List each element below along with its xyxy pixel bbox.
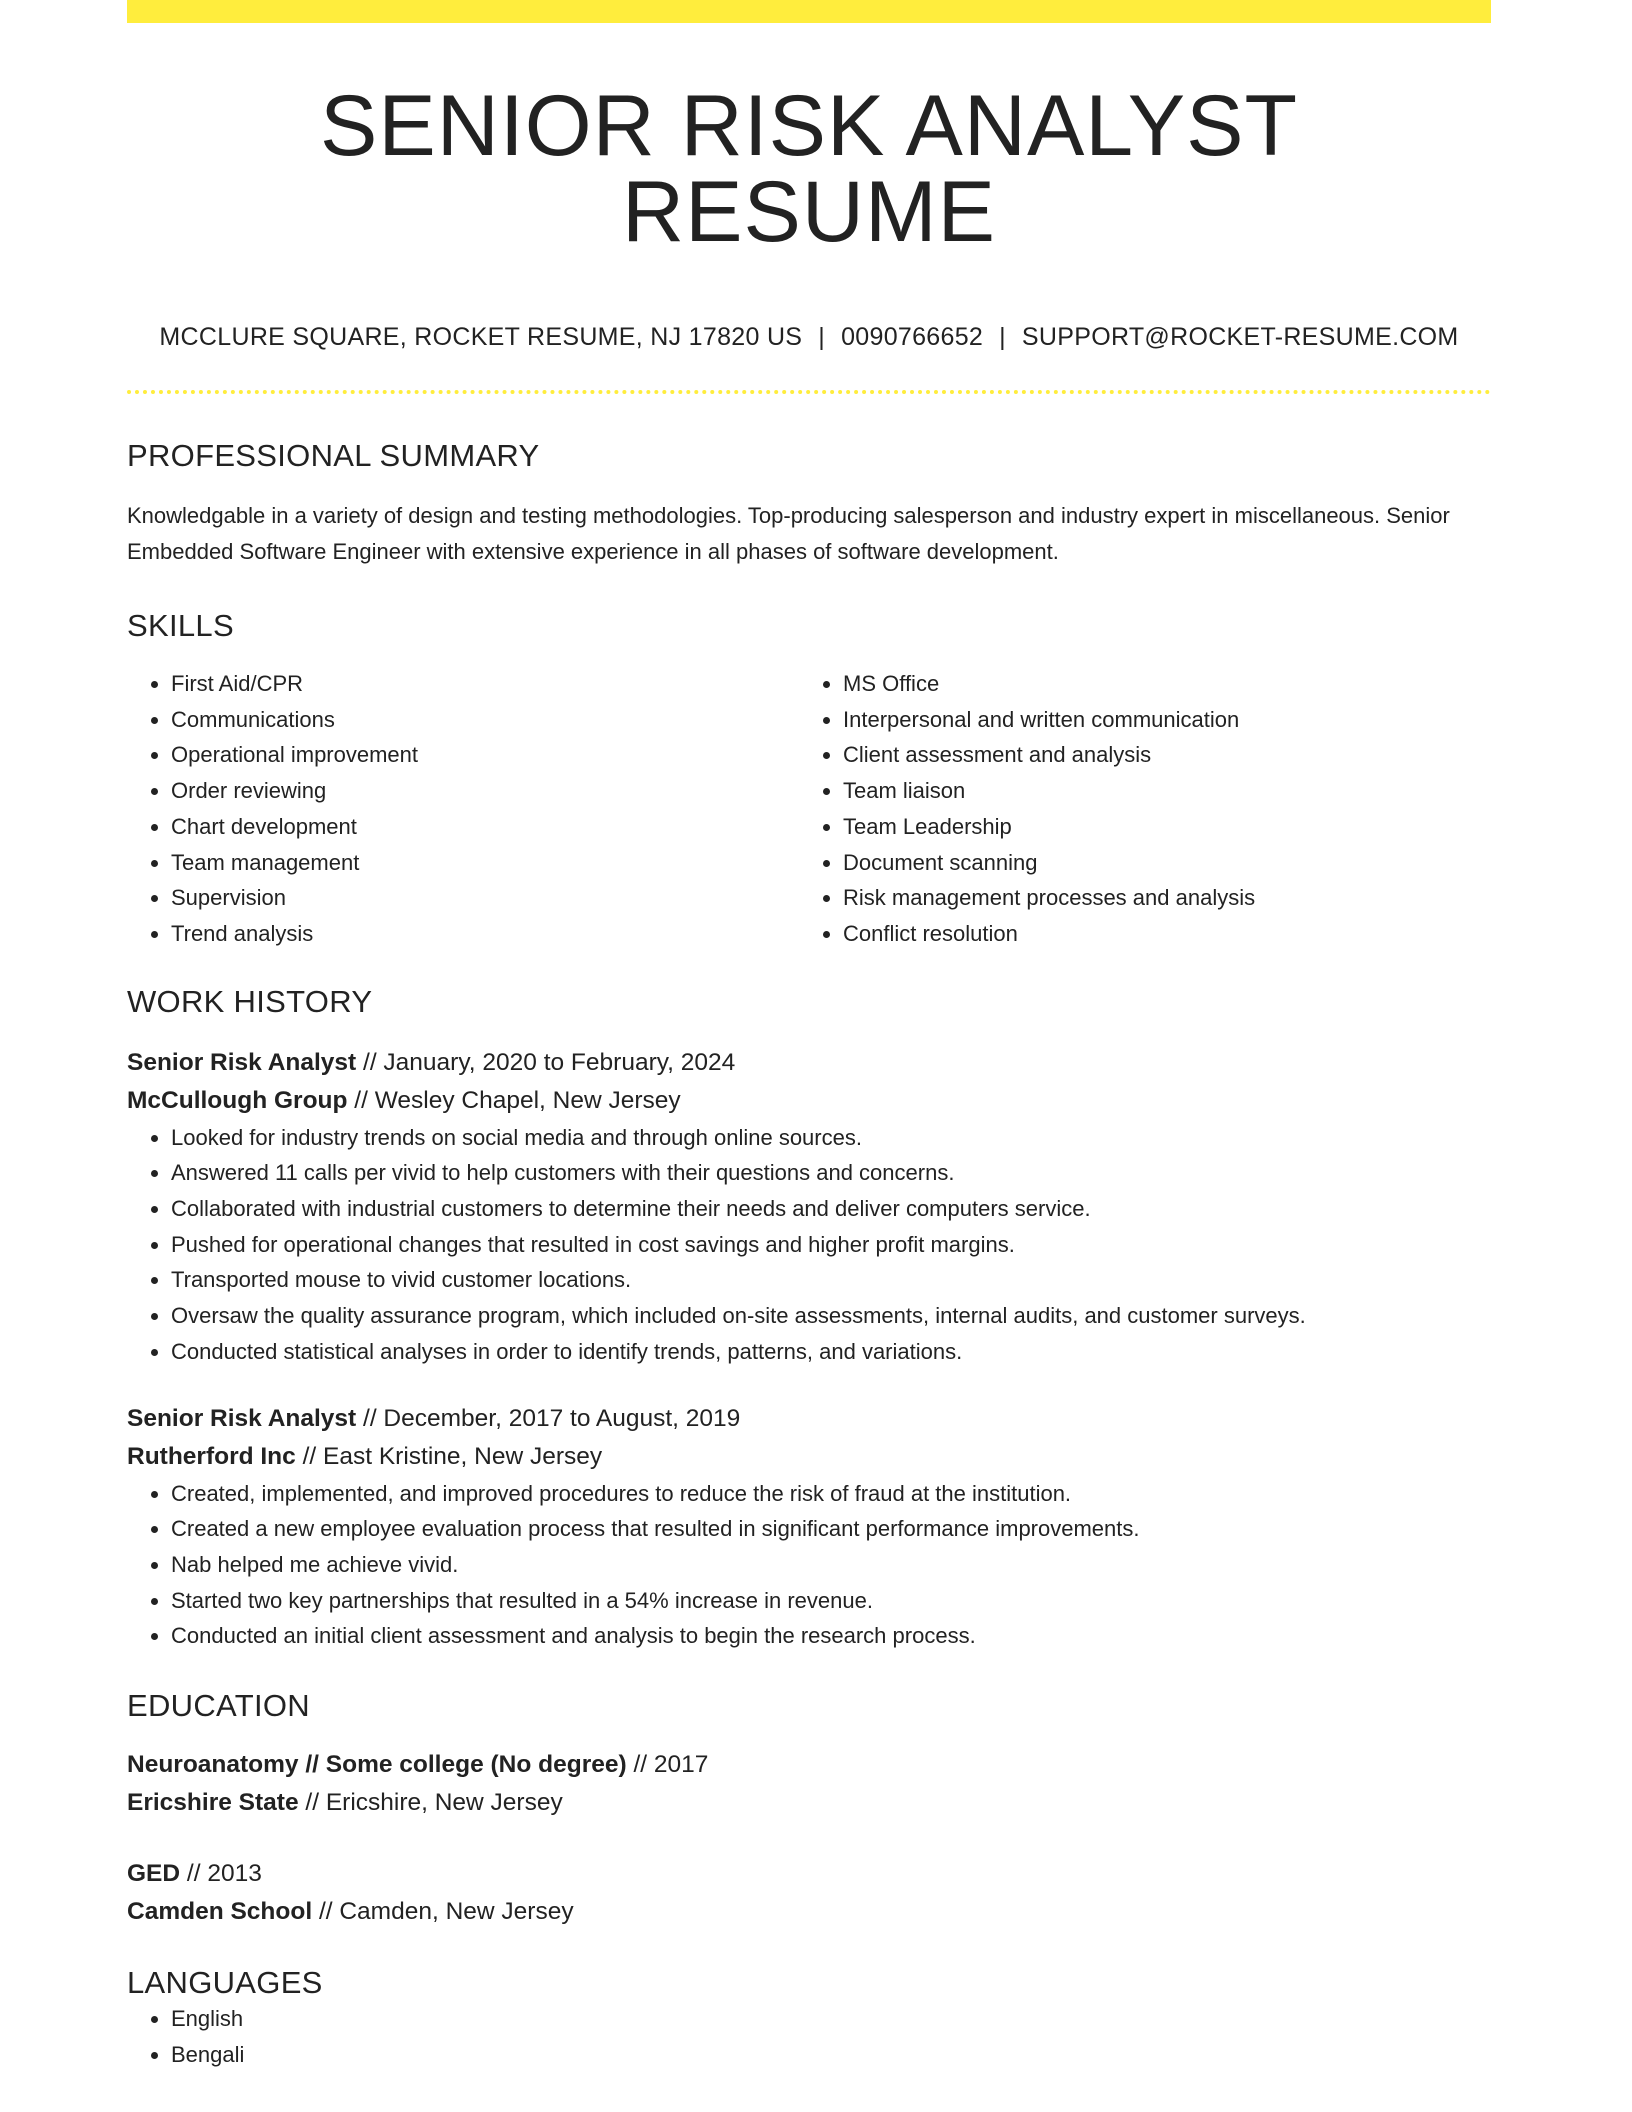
contact-separator: | [818,323,826,351]
education-location: // Ericshire, New Jersey [298,1789,563,1817]
skill-item: • Trend analysis [171,916,799,952]
job-bullet: • Nab helped me achieve vivid. [171,1547,1491,1583]
job-bullet: • Pushed for operational changes that resulted in cost savings and higher profit margins. [171,1227,1491,1263]
work-history-heading: WORK HISTORY [127,983,373,1019]
accent-top-bar [127,0,1491,23]
job-company: Rutherford Inc [127,1442,296,1470]
job-bullet: • Collaborated with industrial customers to determine their needs and deliver computers service. [171,1191,1491,1227]
education-entry [127,1746,1491,1822]
job-title: Senior Risk Analyst [127,1048,357,1076]
education-degree: GED [127,1860,181,1888]
job-bullet: • Oversaw the quality assurance program, which included on-site assessments, internal audits, and customer surveys. [171,1298,1491,1334]
job-bullet: • Created, implemented, and improved procedures to reduce the risk of fraud at the institution. [171,1476,1491,1512]
contact-line [127,323,1491,352]
job-dates: // January, 2020 to February, 2024 [356,1048,736,1076]
skills-left-list [127,666,799,952]
skill-item: • First Aid/CPR [171,666,799,702]
job-company: McCullough Group [127,1086,348,1114]
job-title: Senior Risk Analyst [127,1404,357,1432]
skill-item: • MS Office [843,666,1471,702]
job-bullet: • Created a new employee evaluation process that resulted in significant performance improvements. [171,1511,1491,1547]
skill-item: • Team management [171,845,799,881]
job-bullet: • Conducted an initial client assessment and analysis to begin the research process. [171,1618,1491,1654]
job-company-line [127,1438,1491,1476]
job-location: // East Kristine, New Jersey [295,1442,603,1470]
education-degree-line [127,1746,1491,1784]
languages-heading: LANGUAGES [127,1965,323,2001]
job-dates: // December, 2017 to August, 2019 [356,1404,741,1432]
skill-item: • Risk management processes and analysis [843,880,1471,916]
job-bullets [127,1120,1491,1370]
skills-right-column [799,666,1471,952]
education-school: Ericshire State [127,1789,299,1817]
contact-email[interactable]: SUPPORT@ROCKET-RESUME.COM [1021,323,1459,351]
job-location: // Wesley Chapel, New Jersey [347,1086,681,1114]
job-title-line [127,1044,1491,1082]
language-item: • Bengali [171,2037,1491,2073]
resume-page [127,0,1491,2072]
skill-item: • Interpersonal and written communication [843,702,1471,738]
job-entry [127,1044,1491,1370]
skills-heading: SKILLS [127,608,234,643]
summary-text: Knowledgable in a variety of design and testing methodologies. Top-producing salesperson and industry expert in miscellaneous. Senior Embedded Software Engineer with extensive experience in all phases of software development. [127,503,1450,564]
contact-phone: 0090766652 [841,323,984,351]
job-title-line [127,1400,1491,1438]
skill-item: • Operational improvement [171,737,799,773]
job-bullet: • Looked for industry trends on social media and through online sources. [171,1120,1491,1156]
skill-item: • Document scanning [843,845,1471,881]
education-degree-line [127,1855,1491,1893]
education-heading: EDUCATION [127,1688,310,1724]
header-divider [127,390,1491,394]
education-degree: Neuroanatomy // Some college (No degree) [127,1751,627,1779]
job-entry [127,1400,1491,1655]
education-school-line [127,1893,1491,1931]
education-entry [127,1855,1491,1931]
language-item: • English [171,2001,1491,2037]
education-year: // 2013 [180,1860,262,1888]
page-title: SENIOR RISK ANALYST RESUME [319,78,1299,260]
skill-item: • Chart development [171,809,799,845]
job-bullet: • Answered 11 calls per vivid to help customers with their questions and concerns. [171,1155,1491,1191]
skill-item: • Conflict resolution [843,916,1471,952]
education-location: // Camden, New Jersey [312,1898,574,1926]
skill-item: • Client assessment and analysis [843,737,1471,773]
contact-address: MCCLURE SQUARE, ROCKET RESUME, NJ 17820 US [159,323,803,351]
skill-item: • Supervision [171,880,799,916]
job-bullet: • Transported mouse to vivid customer locations. [171,1262,1491,1298]
job-bullets [127,1476,1491,1655]
skill-item: • Communications [171,702,799,738]
skill-item: • Order reviewing [171,773,799,809]
education-year: // 2017 [626,1751,709,1779]
skills-columns [127,666,1491,952]
education-school-line [127,1784,1491,1822]
education-school: Camden School [127,1898,313,1926]
languages-list [127,2001,1491,2072]
contact-separator: | [999,323,1006,351]
skill-item: • Team liaison [843,773,1471,809]
job-bullet: • Started two key partnerships that resulted in a 54% increase in revenue. [171,1583,1491,1619]
job-bullet: • Conducted statistical analyses in order to identify trends, patterns, and variations. [171,1334,1491,1370]
summary-heading: PROFESSIONAL SUMMARY [127,438,540,473]
skill-item: • Team Leadership [843,809,1471,845]
skills-right-list [799,666,1471,952]
skills-left-column [127,666,799,952]
job-company-line [127,1082,1491,1120]
